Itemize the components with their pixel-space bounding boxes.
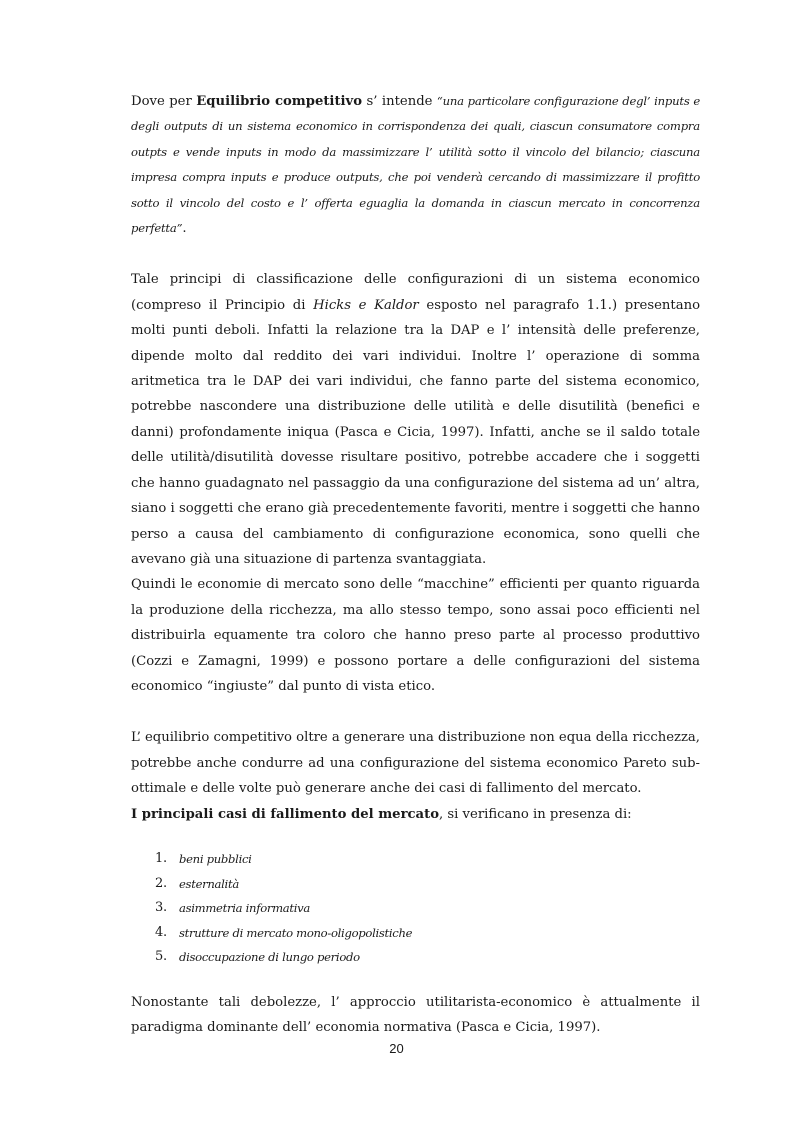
list-number: 1. (155, 850, 167, 866)
list-text: beni pubblici (179, 851, 252, 866)
spacer (131, 827, 700, 847)
list-number: 2. (155, 875, 167, 891)
list-number: 3. (155, 900, 167, 916)
critique-paragraph (131, 267, 700, 572)
definition-connector: s’ intende (362, 94, 437, 109)
definition-end: . (182, 221, 187, 237)
list-number: 4. (155, 924, 167, 940)
list-text: strutture di mercato mono-oligopolistiche (179, 925, 413, 940)
page-number: 20 (389, 1041, 404, 1056)
failures-heading-paragraph (131, 802, 700, 827)
market-paragraph: Quindi le economie di mercato sono delle “macchine” efficienti per quanto riguarda la produzione della ricchezza, ma allo stesso tempo, sono assai poco efficienti nel distribuirla equamente tra coloro che hanno preso parte al processo produttivo (Cozzi e Zamagni, 1999) e possono portare a delle configurazioni del sistema economico “ingiuste” dal punto di vista etico. (131, 577, 700, 694)
list-item (155, 872, 700, 897)
critique-intro: Tale principi di classificazione delle configurazioni di un sistema economico (compreso il Principio di (131, 272, 700, 313)
list-item (155, 896, 700, 921)
list-text: esternalità (179, 876, 239, 891)
list-item (155, 945, 700, 970)
definition-quote: “una particolare configurazione degl’ inputs e degli outputs di un sistema economico in corrispondenza dei quali, ciascun consumatore compra outpts e vende inputs in modo da massimizzare l’ utilità sotto il vincolo del bilancio; ciascuna impresa compra inputs e produce outputs, che poi venderà cercando di massimizzare il profitto sotto il vincolo del costo e l’ offerta eguaglia la domanda in ciascun mercato in concorrenza perfetta” (131, 94, 701, 236)
spacer (131, 241, 700, 267)
page-body (131, 89, 700, 1041)
list-number: 5. (155, 949, 167, 965)
critique-names: Hicks e Kaldor (313, 297, 419, 313)
spacer (131, 970, 700, 990)
list-item (155, 921, 700, 946)
list-item (155, 847, 700, 872)
definition-intro: Dove per (131, 94, 197, 109)
list-text: disoccupazione di lungo periodo (179, 950, 360, 965)
conclusion-paragraph: Nonostante tali debolezze, l’ approccio utilitarista-economico è attualmente il paradigma dominante dell’ economia normativa (Pasca e Cicia, 1997). (131, 994, 700, 1036)
spacer (131, 699, 700, 725)
critique-body: esposto nel paragrafo 1.1.) presentano molti punti deboli. Infatti la relazione tra la DAP e l’ intensità delle preferenze, dipende molto dal reddito dei vari individui. Inoltre l’ operazione di somma aritmetica tra le DAP dei vari individui, che fanno parte del sistema economico, potrebbe nascondere una distribuzione delle utilità e delle disutilità (benefici e danni) profondamente iniqua (Pasca e Cicia, 1997). Infatti, anche se il saldo totale delle utilità/disutilità dovesse risultare positivo, potrebbe accadere che i soggetti che hanno guadagnato nel passaggio da una configurazione del sistema ad un’ altra, siano i soggetti che erano già precedentemente favoriti, mentre i soggetti che hanno perso a causa del cambiamento di configurazione economica, sono quelli che avevano già una situazione di partenza svantaggiata. (131, 297, 701, 567)
definition-paragraph (131, 89, 700, 241)
list-text: asimmetria informativa (179, 901, 311, 916)
market-failure-list (131, 847, 700, 970)
definition-term: Equilibrio competitivo (196, 94, 363, 109)
equilibrium-paragraph: L’ equilibrio competitivo oltre a generare una distribuzione non equa della ricchezza, potrebbe anche condurre ad una configurazione del sistema economico Pareto sub-ottimale e delle volte può generare anche dei casi di fallimento del mercato. (131, 730, 700, 797)
failures-heading-tail: , si verificano in presenza di: (439, 806, 632, 822)
failures-heading: I principali casi di fallimento del mercato (131, 806, 439, 822)
